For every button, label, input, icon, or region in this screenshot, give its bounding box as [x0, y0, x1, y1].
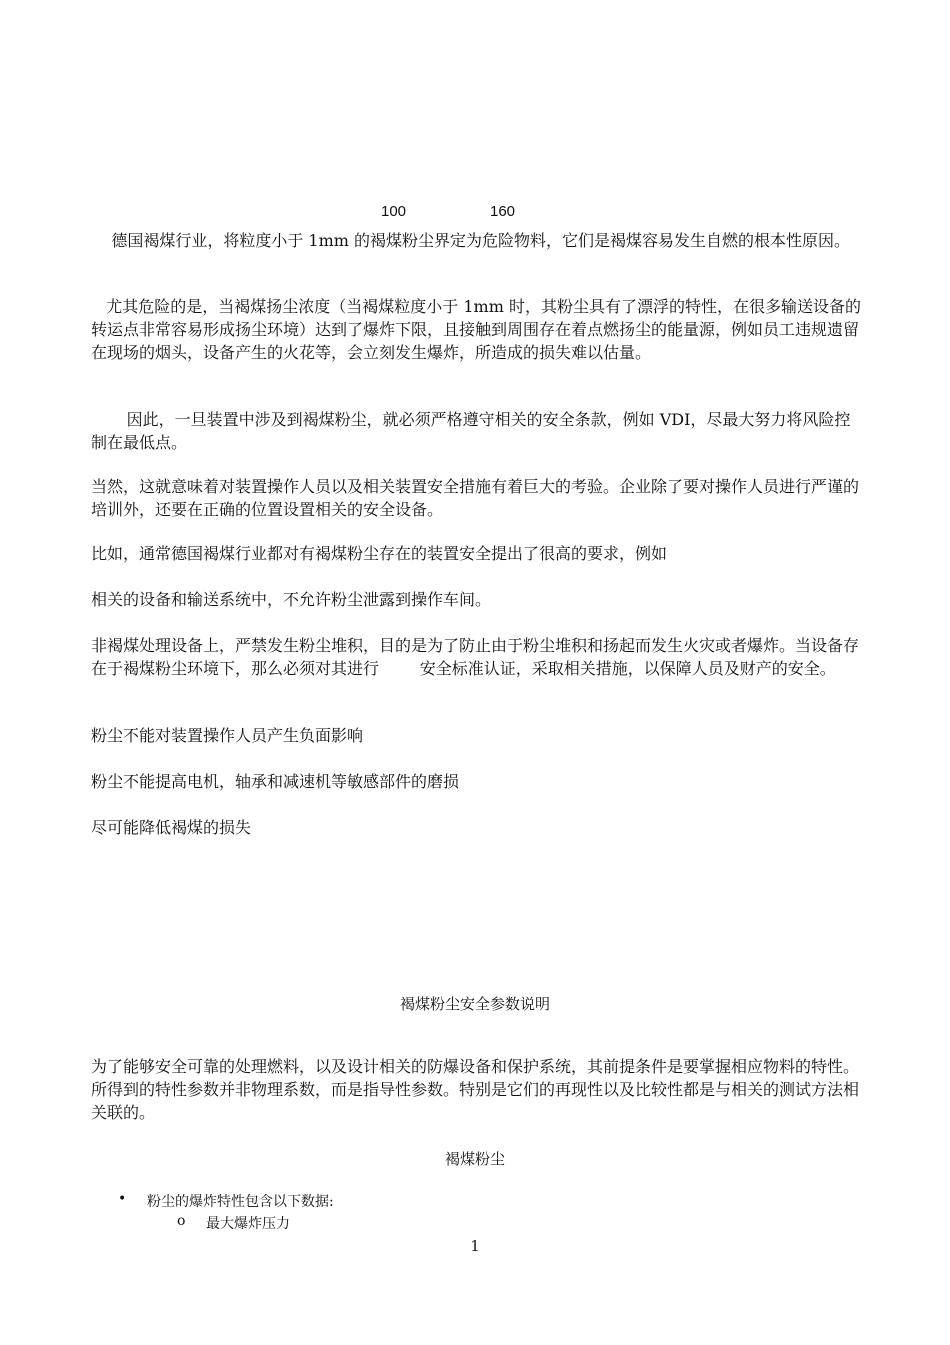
header-number-1: 100 — [381, 203, 407, 220]
paragraph-4: 当然，这就意味着对装置操作人员以及相关装置安全措施有着巨大的考验。企业除了要对操作人员进行严谨的培训外，还要在正确的位置设置相关的安全设备。 — [91, 477, 860, 519]
paragraph-6: 相关的设备和输送系统中，不允许粉尘泄露到操作车间。 — [91, 590, 492, 609]
paragraph-1: 德国褐煤行业，将粒度小于 1mm 的褐煤粉尘界定为危险物料，它们是褐煤容易发生自燃的根本性原因。 — [91, 231, 851, 250]
paragraph-3: 因此，一旦装置中涉及到褐煤粉尘，就必须严格遵守相关的安全条款，例如 VDI，尽最大努力将风险控制在最低点。 — [91, 410, 851, 452]
page-number: 1 — [470, 1237, 480, 1255]
paragraph-9: 粉尘不能提高电机，轴承和减速机等敏感部件的磨损 — [91, 772, 460, 791]
paragraph-2: 尤其危险的是，当褐煤扬尘浓度（当褐煤粒度小于 1mm 时，其粉尘具有了漂浮的特性，在很多输送设备的转运点非常容易形成扬尘环境）达到了爆炸下限，且接触到周围存在着点燃扬尘的能量源，例如员工违规遗留在现场的烟头，设备产生的火花等，会立刻发生爆炸，所造成的损失难以估量。 — [91, 297, 861, 362]
paragraph-10: 尽可能降低褐煤的损失 — [91, 818, 252, 837]
list-item: 粉尘的爆炸特性包含以下数据: — [147, 1194, 334, 1210]
header-number-2: 160 — [490, 203, 516, 220]
sub-list-item: 最大爆炸压力 — [206, 1216, 290, 1232]
bullet-marker: • — [118, 1191, 127, 1207]
paragraph-8: 粉尘不能对装置操作人员产生负面影响 — [91, 726, 364, 745]
sub-bullet-marker: o — [177, 1213, 186, 1229]
paragraph-5: 比如，通常德国褐煤行业都对有褐煤粉尘存在的装置安全提出了很高的要求，例如 — [91, 544, 668, 563]
subsection-title: 褐煤粉尘 — [444, 1150, 505, 1168]
section-title: 褐煤粉尘安全参数说明 — [399, 995, 550, 1013]
section-paragraph: 为了能够安全可靠的处理燃料，以及设计相关的防爆设备和保护系统，其前提条件是要掌握相应物料的特性。所得到的特性参数并非物理系数，而是指导性参数。特别是它们的再现性以及比较性都是与相关的测试方法相关联的。 — [91, 1057, 860, 1122]
paragraph-7: 非褐煤处理设备上，严禁发生粉尘堆积，目的是为了防止由于粉尘堆积和扬起而发生火灾或者爆炸。当设备存在于褐煤粉尘环境下，那么必须对其进行 安全标准认证，采取相关措施，以保障人员及财产的安全。 — [91, 636, 860, 678]
